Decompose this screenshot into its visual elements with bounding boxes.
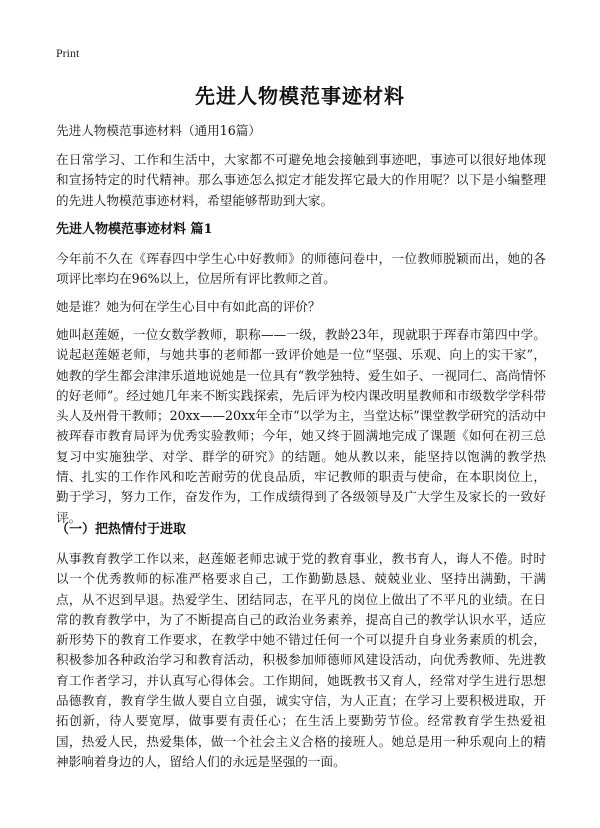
paragraph-4: 从事教育教学工作以来，赵莲姬老师忠诚于党的教育事业，教书育人，诲人不倦。时时以一个优秀教师的标准严格要求自己，工作勤勤恳恳、兢兢业业、坚持出满勤，干满点，从不迟到早退。热爱学生、团结同志，在平凡的岗位上做出了不平凡的业绩。在日常的教育教学中，为了不断提高自己的政治业务素养，提高自己的教学认识水平，适应新形势下的教育工作要求，在教学中她不错过任何一个可以提升自身业务素质的机会，积极参加各种政治学习和教育活动，积极参加师德师风建设活动，向优秀教师、先进教育工作者学习，并认真写心得体会。工作期间，她既教书又育人，经常对学生进行思想品德教育，教育学生做人要自立自强，诚实守信，为人正直；在学习上要积极进取，开拓创新，待人要宽厚，做事要有责任心；在生活上要勤劳节俭。经常教育学生热爱祖国，热爱人民，热爱集体，做一个社会主义合格的接班人。她总是用一种乐观向上的精神影响着身边的人，留给人们的永远是坚强的一面。 [56,551,546,769]
print-link[interactable]: Print [56,46,80,60]
paragraph-2: 她是谁？她为何在学生心目中有如此高的评价？ [56,299,321,314]
section-heading: 先进人物模范事迹材料 篇1 [56,222,213,237]
intro-paragraph: 在日常学习、工作和生活中，大家都不可避免地会接触到事迹吧，事迹可以很好地体现和宣扬特定的时代精神。那么事迹怎么拟定才能发挥它最大的作用呢？以下是小编整理的先进人物模范事迹材料，希望能够帮助到大家。 [56,152,546,208]
paragraph-1: 今年前不久在《珲春四中学生心中好教师》的师德问卷中，一位教师脱颖而出，她的各项评比率均在96%以上，位居所有评比教师之首。 [56,251,546,287]
paragraph-3: 她叫赵莲姬，一位女数学教师，职称——一级，教龄23年，现就职于珲春市第四中学。说起赵莲姬老师，与她共事的老师都一致评价她是一位“坚强、乐观、向上的实干家”，她教的学生都会津津乐道地说她是一位具有“教学独特、爱生如子、一视同仁、高尚情怀的好老师”。经过她几年来不断实践探索，先后评为校内课改明星教师和市级数学学科带头人及州骨干教师；20xx——20xx年全市“以学为主，当堂达标”课堂教学研究的活动中被珲春市教育局评为优秀实验教师；今年，她又终于圆满地完成了课题《如何在初三总复习中实施独学、对学、群学的研究》的结题。她从教以来，能坚持以饱满的教学热情、扎实的工作作风和吃苦耐劳的优良品质，牢记教师的职责与使命，在本职岗位上，勤于学习，努力工作，奋发作为，工作成绩得到了各级领导及广大学生及家长的一致好评。 [56,327,546,525]
document-subtitle: 先进人物模范事迹材料（通用16篇） [56,123,261,138]
sub-heading: （一）把热情付于进取 [56,522,187,537]
page-title: 先进人物模范事迹材料 [195,84,405,108]
